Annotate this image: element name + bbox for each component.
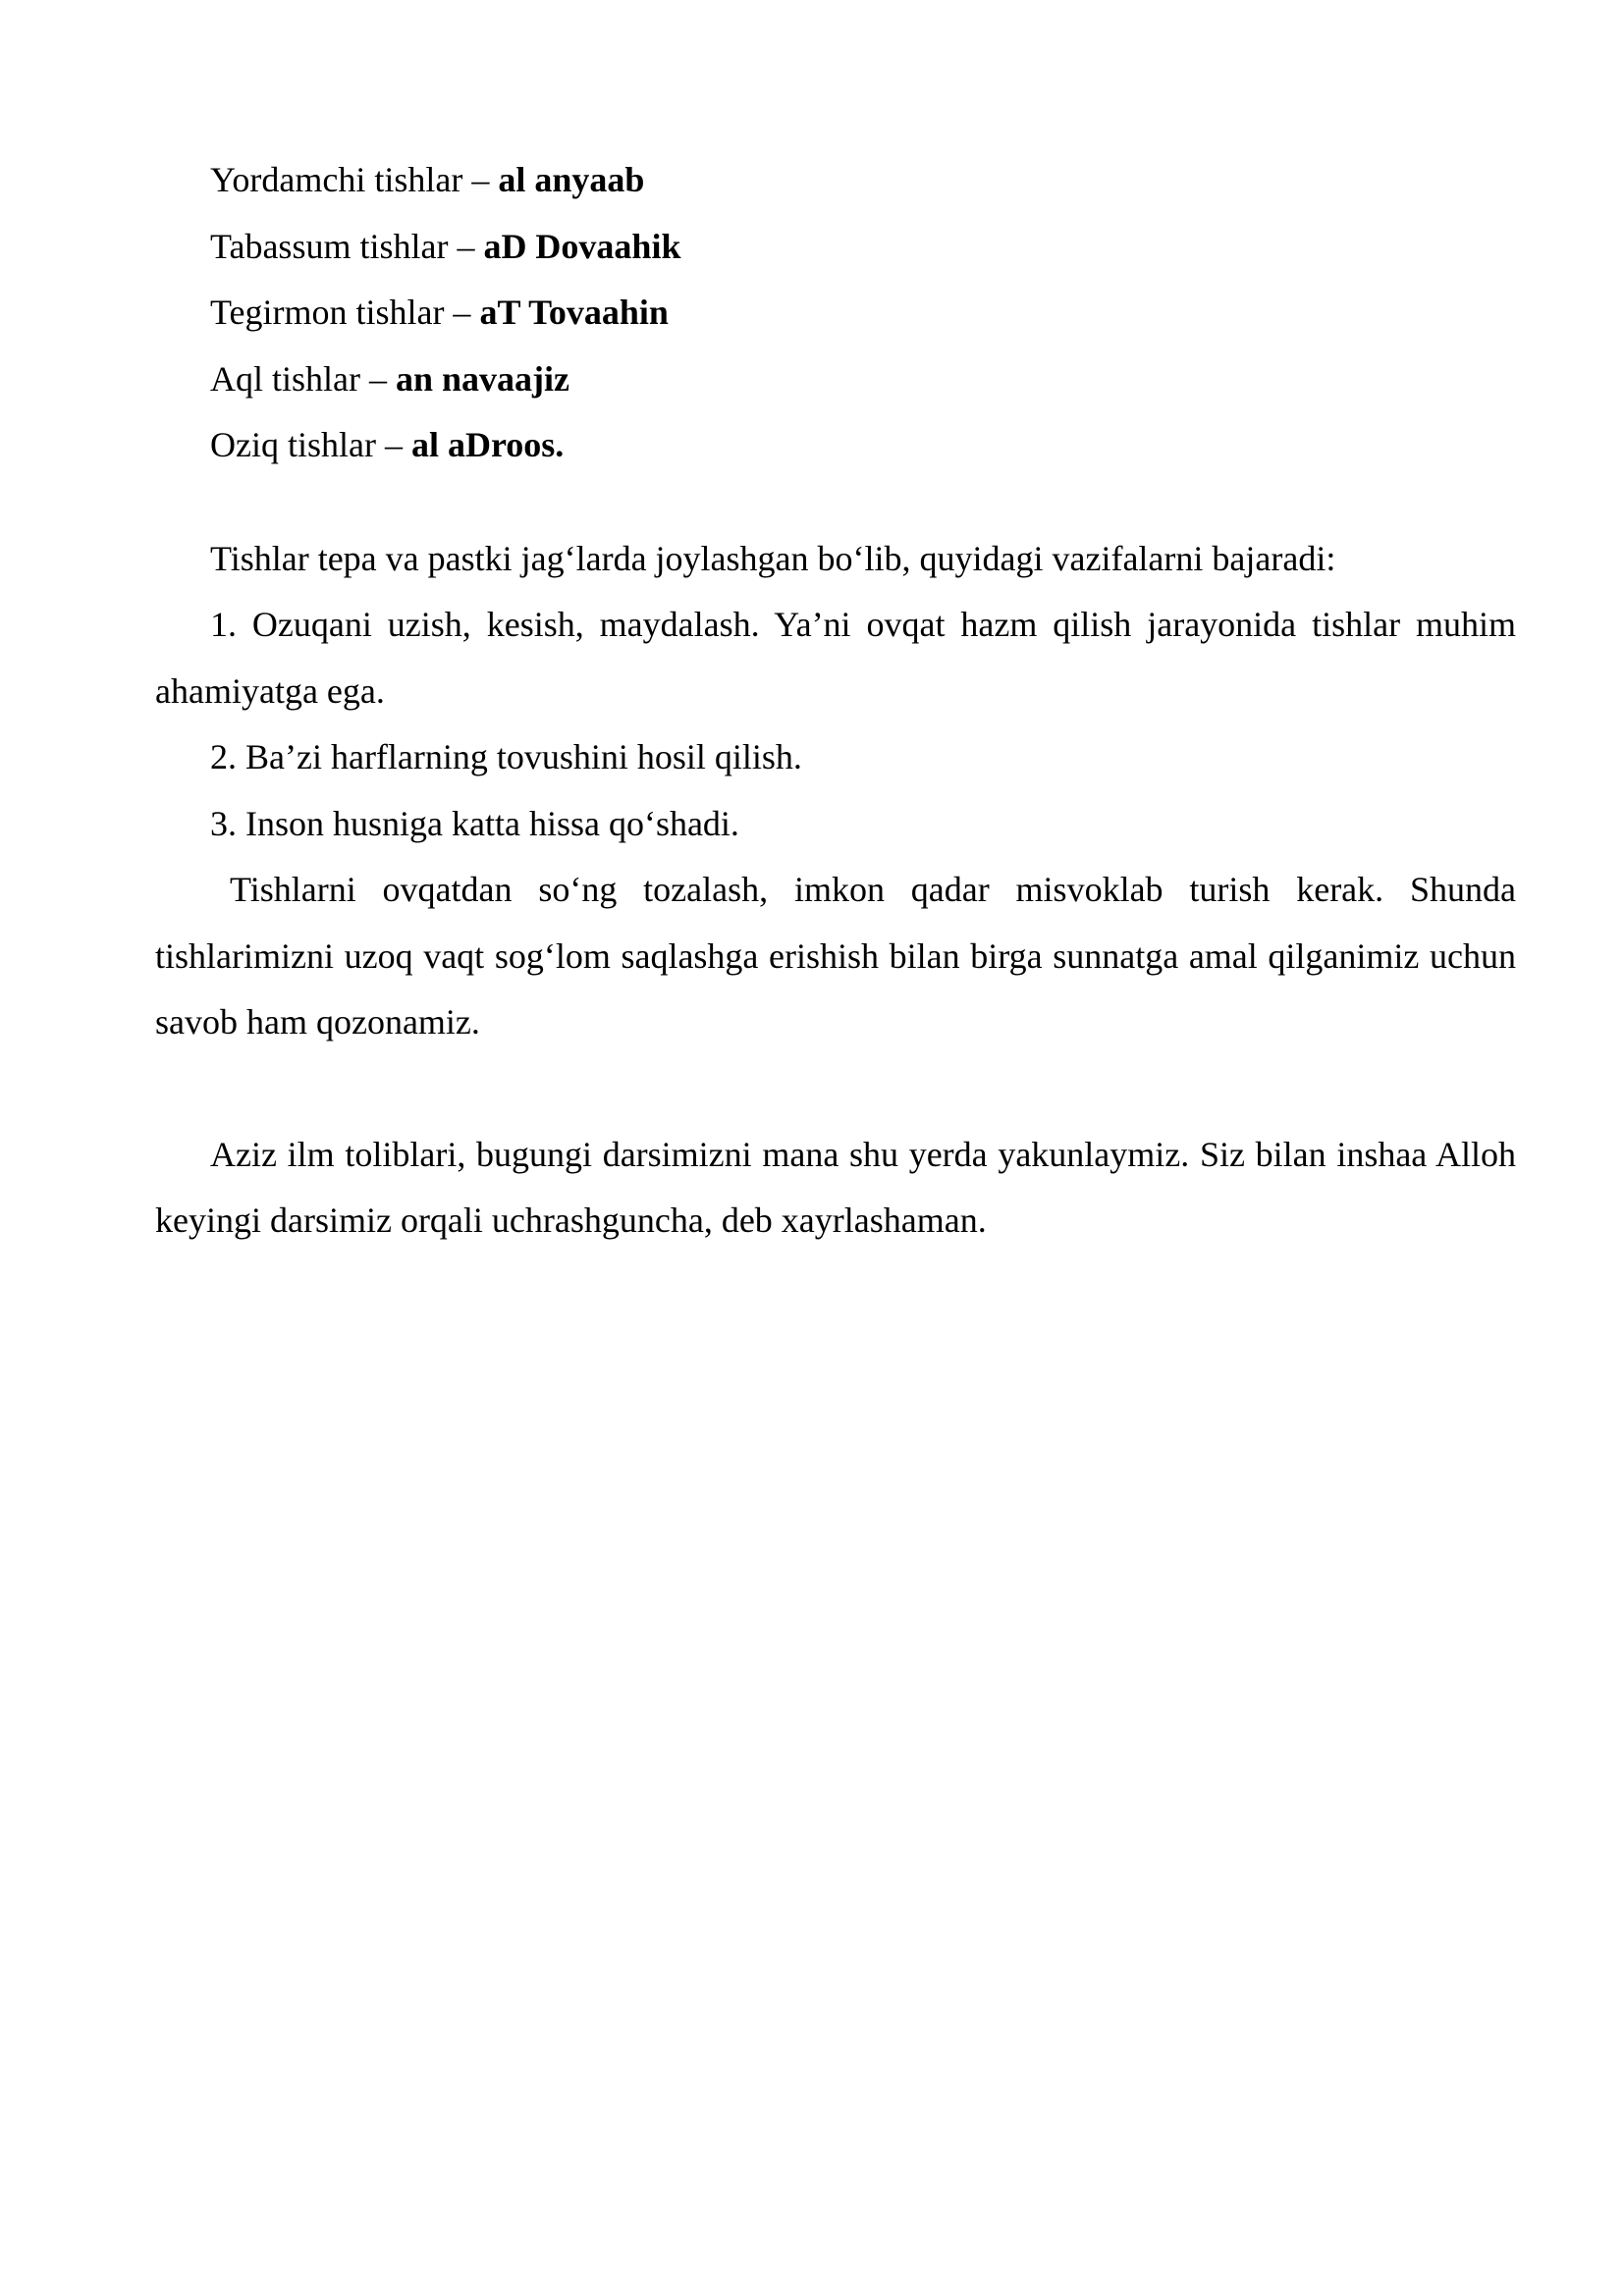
closing-paragraph: Aziz ilm toliblari, bugungi darsimizni mana shu yerda yakunlaymiz. Siz bilan inshaa Alloh keyingi darsimiz orqali uchrashguncha, deb xayrlashaman. xyxy=(155,1134,1516,1240)
term-line xyxy=(155,347,1516,413)
term-label: Aql tishlar – xyxy=(210,358,396,399)
term-label: Oziq tishlar – xyxy=(210,425,411,464)
term-arabic: al aDroos. xyxy=(410,425,565,464)
term-label: Tabassum tishlar – xyxy=(210,226,484,266)
term-line xyxy=(155,280,1516,347)
term-arabic: aT Tovaahin xyxy=(479,293,669,332)
term-label: Tegirmon tishlar – xyxy=(210,293,480,332)
term-arabic: aD Dovaahik xyxy=(483,226,681,266)
teeth-terms-list xyxy=(155,147,1516,479)
function-item-1: 1. Ozuqani uzish, kesish, maydalash. Ya’ni ovqat hazm qilish jarayonida tishlar muhim ahamiyatga ega. xyxy=(155,605,1516,711)
term-line xyxy=(155,214,1516,281)
function-item-3: 3. Inson husniga katta hissa qo‘shadi. xyxy=(210,803,739,843)
function-item-2: 2. Ba’zi harflarning tovushini hosil qilish. xyxy=(210,737,802,776)
spacer xyxy=(155,1056,1516,1122)
term-line xyxy=(155,412,1516,479)
care-paragraph: Tishlarni ovqatdan so‘ng tozalash, imkon qadar misvoklab turish kerak. Shunda tishlarimizni uzoq vaqt sog‘lom saqlashga erishish bilan birga sunnatga amal qilganimiz uchun savob ham qozonamiz. xyxy=(155,870,1516,1041)
document-page xyxy=(155,147,1516,1255)
term-arabic: an navaajiz xyxy=(395,358,569,399)
term-arabic: al anyaab xyxy=(498,160,645,199)
spacer xyxy=(155,479,1516,526)
term-line xyxy=(155,147,1516,214)
term-label: Yordamchi tishlar – xyxy=(210,160,499,199)
intro-paragraph: Tishlar tepa va pastki jag‘larda joylashgan bo‘lib, quyidagi vazifalarni bajaradi: xyxy=(210,538,1336,578)
